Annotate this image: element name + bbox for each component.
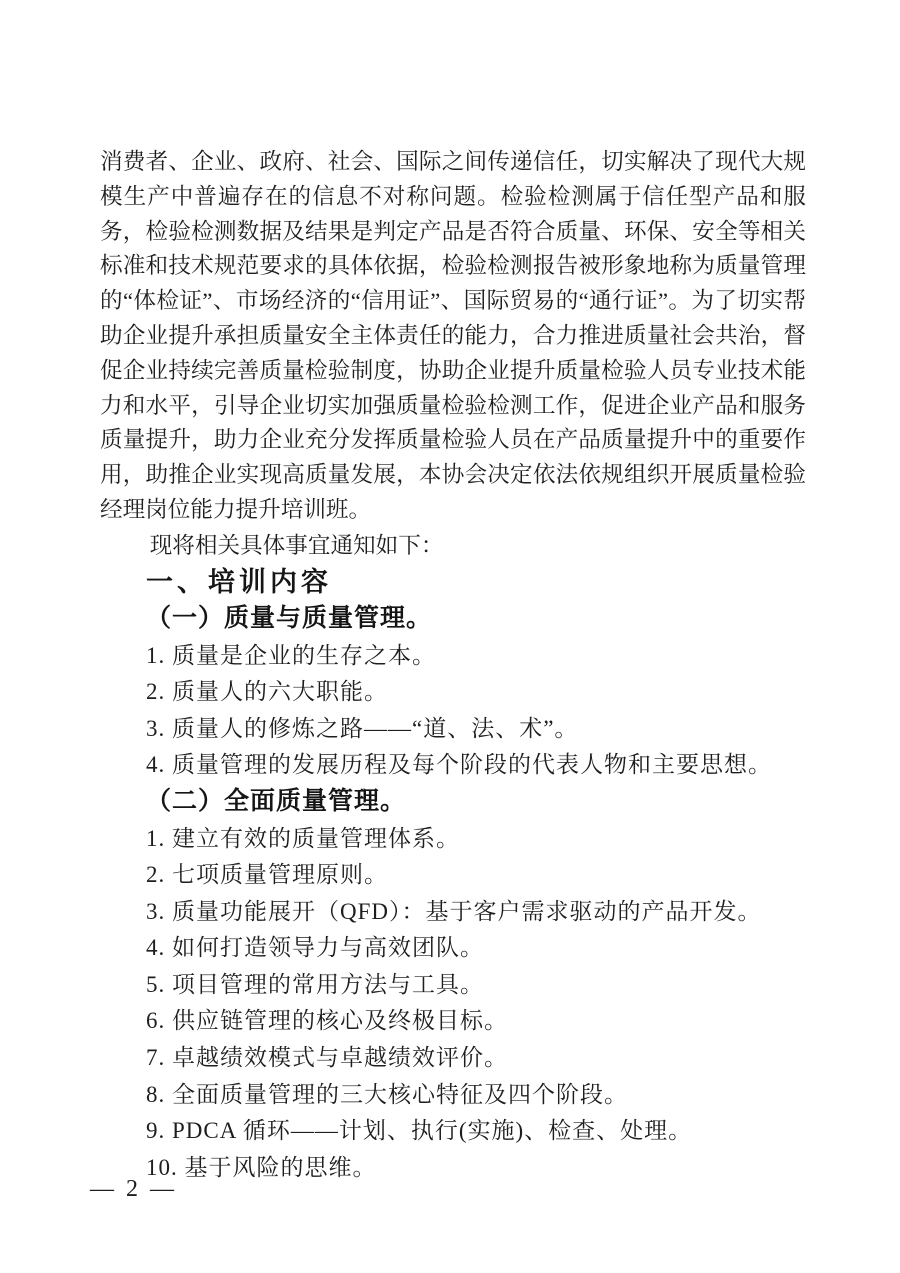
paragraph-notice-intro: 现将相关具体事宜通知如下：	[149, 532, 444, 558]
list-item: 3. 质量人的修炼之路——“道、法、术”。	[146, 715, 579, 741]
page-number: — 2 —	[90, 1176, 177, 1202]
list-item: 8. 全面质量管理的三大核心特征及四个阶段。	[146, 1081, 628, 1107]
paragraph-continuation: 消费者、企业、政府、社会、国际之间传递信任，切实解决了现代大规模生产中普遍存在的信息不对称问题。检验检测属于信任型产品和服务，检验检测数据及结果是判定产品是否符合质量、环保、安全等相关标准和技术规范要求的具体依据，检验检测报告被形象地称为质量管理的“体检证”、市场经济的“信用证”、国际贸易的“通行证”。为了切实帮助企业提升承担质量安全主体责任的能力，合力推进质量社会共治，督促企业持续完善质量检验制度，协助企业提升质量检验人员专业技术能力和水平，引导企业切实加强质量检验检测工作，促进企业产品和服务质量提升，助力企业充分发挥质量检验人员在产品质量提升中的重要作用，助推企业实现高质量发展，本协会决定依法依规组织开展质量检验经理岗位能力提升培训班。	[100, 149, 806, 522]
list-item: 1. 建立有效的质量管理体系。	[146, 825, 460, 851]
list-item: 6. 供应链管理的核心及终极目标。	[146, 1008, 508, 1034]
list-item: 1. 质量是企业的生存之本。	[146, 642, 436, 668]
list-item: 2. 七项质量管理原则。	[146, 862, 388, 888]
list-item: 3. 质量功能展开（QFD）：基于客户需求驱动的产品开发。	[146, 898, 762, 924]
list-item: 4. 如何打造领导力与高效团队。	[146, 935, 484, 961]
subsection-heading-total-quality-management: （二）全面质量管理。	[146, 787, 407, 815]
section-heading-training-content: 一、培训内容	[146, 567, 332, 598]
list-item: 4. 质量管理的发展历程及每个阶段的代表人物和主要思想。	[146, 752, 772, 778]
list-item: 5. 项目管理的常用方法与工具。	[146, 971, 484, 997]
list-item: 10. 基于风险的思维。	[146, 1154, 377, 1180]
list-item: 7. 卓越绩效模式与卓越绩效评价。	[146, 1045, 508, 1071]
document-body	[100, 145, 806, 1186]
list-item: 2. 质量人的六大职能。	[146, 679, 388, 705]
list-item: 9. PDCA 循环——计划、执行(实施)、检查、处理。	[146, 1118, 693, 1144]
subsection-heading-quality-and-quality-management: （一）质量与质量管理。	[146, 604, 433, 632]
